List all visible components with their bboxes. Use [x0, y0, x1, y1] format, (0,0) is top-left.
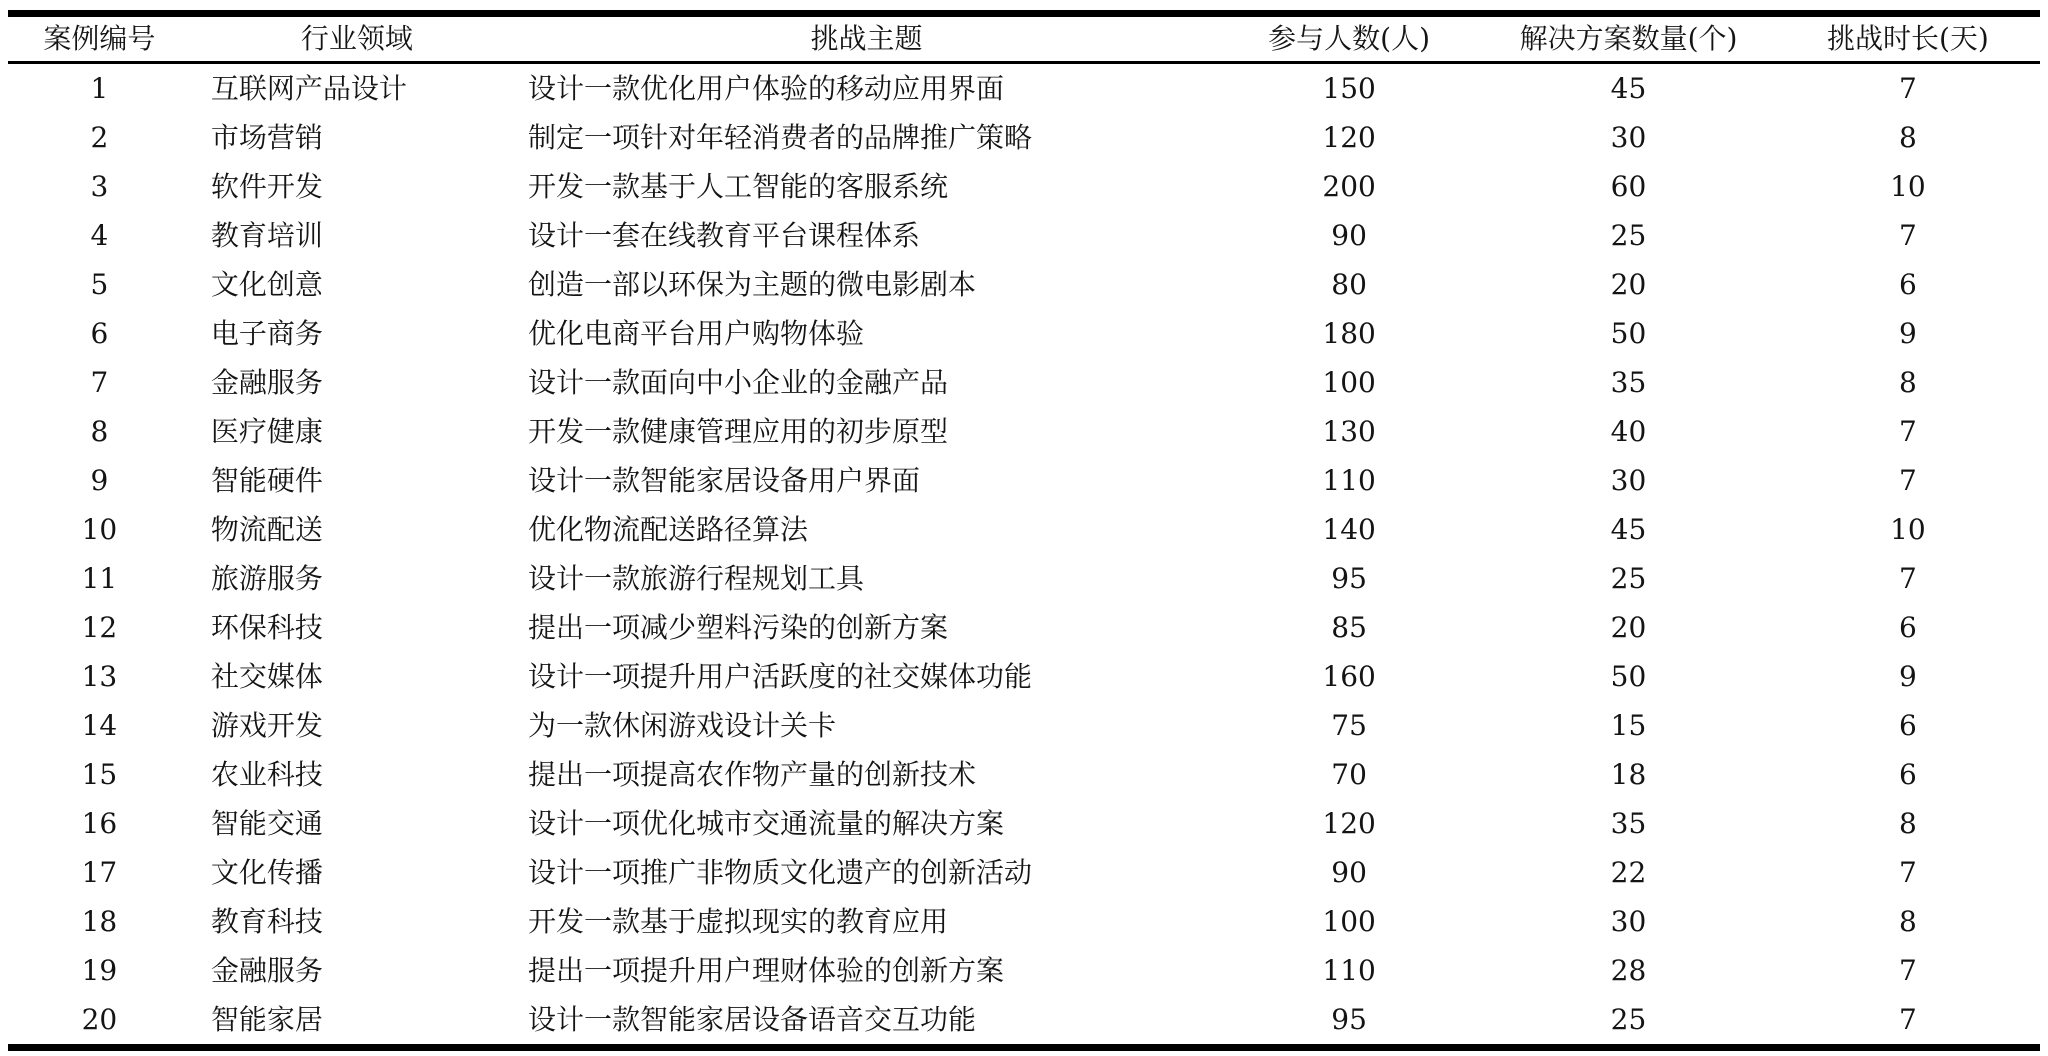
cell-duration: 7 — [1898, 953, 1917, 987]
cell-industry: 环保科技 — [210, 610, 323, 644]
cell-topic: 设计一项提升用户活跃度的社交媒体功能 — [527, 659, 1032, 693]
cell-duration: 10 — [1890, 512, 1926, 546]
cell-industry: 旅游服务 — [210, 561, 323, 595]
cell-case_id: 3 — [90, 169, 109, 203]
cell-solutions: 20 — [1610, 610, 1647, 644]
cell-participants: 90 — [1331, 218, 1367, 252]
table-row — [8, 995, 2040, 1048]
table-row — [8, 701, 2040, 750]
cell-solutions: 30 — [1610, 904, 1647, 938]
cell-duration: 6 — [1898, 610, 1917, 644]
cell-duration: 9 — [1898, 316, 1917, 350]
cell-case_id: 14 — [81, 708, 118, 742]
cell-industry: 教育培训 — [210, 218, 323, 252]
cell-industry: 智能家居 — [210, 1002, 323, 1036]
table-row — [8, 750, 2040, 799]
cell-participants: 160 — [1322, 659, 1376, 693]
table-row — [8, 407, 2040, 456]
cell-solutions: 30 — [1610, 463, 1647, 497]
cell-topic: 设计一款旅游行程规划工具 — [527, 561, 864, 595]
cell-topic: 提出一项减少塑料污染的创新方案 — [527, 610, 948, 644]
cell-industry: 农业科技 — [210, 757, 323, 791]
cell-participants: 85 — [1331, 610, 1367, 644]
cell-participants: 120 — [1322, 120, 1376, 154]
cell-industry: 游戏开发 — [210, 708, 323, 742]
cell-topic: 为一款休闲游戏设计关卡 — [527, 708, 836, 742]
cell-topic: 设计一款优化用户体验的移动应用界面 — [527, 71, 1004, 105]
cell-duration: 7 — [1898, 561, 1917, 595]
cell-solutions: 20 — [1610, 267, 1647, 301]
header-topic: 挑战主题 — [516, 14, 1217, 63]
cell-participants: 95 — [1331, 561, 1367, 595]
cell-case_id: 13 — [81, 659, 118, 693]
table-header — [8, 14, 2040, 63]
cell-industry: 文化传播 — [210, 855, 323, 889]
cell-industry: 智能交通 — [210, 806, 323, 840]
cell-solutions: 60 — [1610, 169, 1647, 203]
cell-solutions: 25 — [1610, 561, 1647, 595]
header-duration: 挑战时长(天) — [1776, 14, 2040, 63]
table-row — [8, 211, 2040, 260]
cell-duration: 8 — [1898, 365, 1917, 399]
header-industry: 行业领域 — [191, 14, 516, 63]
cell-solutions: 15 — [1610, 708, 1647, 742]
cell-industry: 电子商务 — [210, 316, 323, 350]
cell-topic: 制定一项针对年轻消费者的品牌推广策略 — [527, 120, 1032, 154]
cell-duration: 7 — [1898, 855, 1917, 889]
cell-participants: 100 — [1322, 904, 1376, 938]
cell-topic: 优化物流配送路径算法 — [527, 512, 808, 546]
cell-industry: 智能硬件 — [210, 463, 323, 497]
header-case-id: 案例编号 — [8, 14, 191, 63]
cell-case_id: 16 — [81, 806, 118, 840]
cell-duration: 7 — [1898, 218, 1917, 252]
cell-case_id: 10 — [81, 512, 118, 546]
cell-solutions: 45 — [1610, 512, 1647, 546]
cell-case_id: 2 — [90, 120, 109, 154]
cell-industry: 社交媒体 — [210, 659, 323, 693]
cell-case_id: 12 — [81, 610, 118, 644]
cell-duration: 9 — [1898, 659, 1917, 693]
table-row — [8, 63, 2040, 114]
cell-solutions: 35 — [1610, 806, 1647, 840]
cell-duration: 8 — [1898, 806, 1917, 840]
cell-solutions: 18 — [1610, 757, 1647, 791]
cell-topic: 提出一项提高农作物产量的创新技术 — [527, 757, 976, 791]
cell-industry: 互联网产品设计 — [210, 71, 407, 105]
cell-duration: 7 — [1898, 414, 1917, 448]
cell-duration: 8 — [1898, 120, 1917, 154]
cell-case_id: 1 — [90, 71, 109, 105]
header-solutions: 解决方案数量(个) — [1481, 14, 1776, 63]
cell-solutions: 35 — [1610, 365, 1647, 399]
header-participants: 参与人数(人) — [1217, 14, 1481, 63]
cell-solutions: 25 — [1610, 218, 1647, 252]
cell-duration: 7 — [1898, 71, 1917, 105]
table-row — [8, 358, 2040, 407]
table-row — [8, 260, 2040, 309]
cell-case_id: 7 — [90, 365, 109, 399]
cell-case_id: 4 — [90, 218, 109, 252]
cell-case_id: 17 — [81, 855, 118, 889]
cell-topic: 设计一款智能家居设备语音交互功能 — [527, 1002, 976, 1036]
cell-case_id: 18 — [81, 904, 118, 938]
cell-participants: 200 — [1322, 169, 1376, 203]
table-row — [8, 113, 2040, 162]
cell-duration: 10 — [1890, 169, 1926, 203]
cell-duration: 6 — [1898, 267, 1917, 301]
cell-topic: 开发一款健康管理应用的初步原型 — [527, 414, 948, 448]
cell-topic: 设计一套在线教育平台课程体系 — [527, 218, 920, 252]
cell-duration: 6 — [1898, 708, 1917, 742]
cell-solutions: 28 — [1610, 953, 1647, 987]
cell-solutions: 40 — [1610, 414, 1647, 448]
cell-industry: 教育科技 — [210, 904, 323, 938]
cell-case_id: 8 — [90, 414, 109, 448]
table-row — [8, 162, 2040, 211]
cell-solutions: 50 — [1610, 659, 1647, 693]
cell-case_id: 15 — [81, 757, 118, 791]
cell-case_id: 5 — [90, 267, 109, 301]
cell-participants: 140 — [1322, 512, 1376, 546]
cell-industry: 软件开发 — [210, 169, 323, 203]
table-body — [8, 63, 2040, 1048]
cell-topic: 开发一款基于人工智能的客服系统 — [527, 169, 948, 203]
cell-topic: 设计一项推广非物质文化遗产的创新活动 — [527, 855, 1032, 889]
cell-participants: 100 — [1322, 365, 1376, 399]
table-row — [8, 505, 2040, 554]
cell-case_id: 11 — [81, 561, 118, 595]
case-study-table — [8, 10, 2040, 1051]
cell-duration: 7 — [1898, 1002, 1917, 1036]
table-row — [8, 897, 2040, 946]
cell-topic: 开发一款基于虚拟现实的教育应用 — [527, 904, 948, 938]
table-row — [8, 799, 2040, 848]
cell-topic: 提出一项提升用户理财体验的创新方案 — [527, 953, 1004, 987]
cell-industry: 文化创意 — [210, 267, 323, 301]
table-row — [8, 946, 2040, 995]
cell-case_id: 20 — [81, 1002, 118, 1036]
case-study-table-wrap — [8, 10, 2040, 1051]
cell-solutions: 50 — [1610, 316, 1647, 350]
cell-solutions: 30 — [1610, 120, 1647, 154]
cell-topic: 设计一项优化城市交通流量的解决方案 — [527, 806, 1004, 840]
cell-participants: 70 — [1331, 757, 1367, 791]
cell-topic: 设计一款智能家居设备用户界面 — [527, 463, 920, 497]
cell-solutions: 22 — [1610, 855, 1647, 889]
cell-industry: 医疗健康 — [210, 414, 323, 448]
cell-case_id: 19 — [81, 953, 118, 987]
cell-solutions: 45 — [1610, 71, 1647, 105]
cell-participants: 90 — [1331, 855, 1367, 889]
cell-industry: 市场营销 — [210, 120, 323, 154]
cell-duration: 7 — [1898, 463, 1917, 497]
table-row — [8, 309, 2040, 358]
table-row — [8, 848, 2040, 897]
cell-duration: 8 — [1898, 904, 1917, 938]
cell-topic: 设计一款面向中小企业的金融产品 — [527, 365, 948, 399]
table-row — [8, 456, 2040, 505]
cell-solutions: 25 — [1610, 1002, 1647, 1036]
header-row — [8, 14, 2040, 63]
table-row — [8, 554, 2040, 603]
cell-participants: 180 — [1322, 316, 1376, 350]
cell-industry: 物流配送 — [210, 512, 323, 546]
cell-participants: 120 — [1322, 806, 1376, 840]
cell-case_id: 9 — [90, 463, 109, 497]
cell-participants: 110 — [1322, 953, 1376, 987]
cell-industry: 金融服务 — [210, 953, 323, 987]
cell-participants: 150 — [1322, 71, 1376, 105]
cell-topic: 优化电商平台用户购物体验 — [527, 316, 864, 350]
cell-participants: 110 — [1322, 463, 1376, 497]
table-row — [8, 603, 2040, 652]
cell-case_id: 6 — [90, 316, 109, 350]
cell-duration: 6 — [1898, 757, 1917, 791]
cell-industry: 金融服务 — [210, 365, 323, 399]
cell-participants: 75 — [1331, 708, 1367, 742]
cell-topic: 创造一部以环保为主题的微电影剧本 — [527, 267, 976, 301]
table-row — [8, 652, 2040, 701]
cell-participants: 95 — [1331, 1002, 1367, 1036]
cell-participants: 130 — [1322, 414, 1376, 448]
cell-participants: 80 — [1331, 267, 1367, 301]
